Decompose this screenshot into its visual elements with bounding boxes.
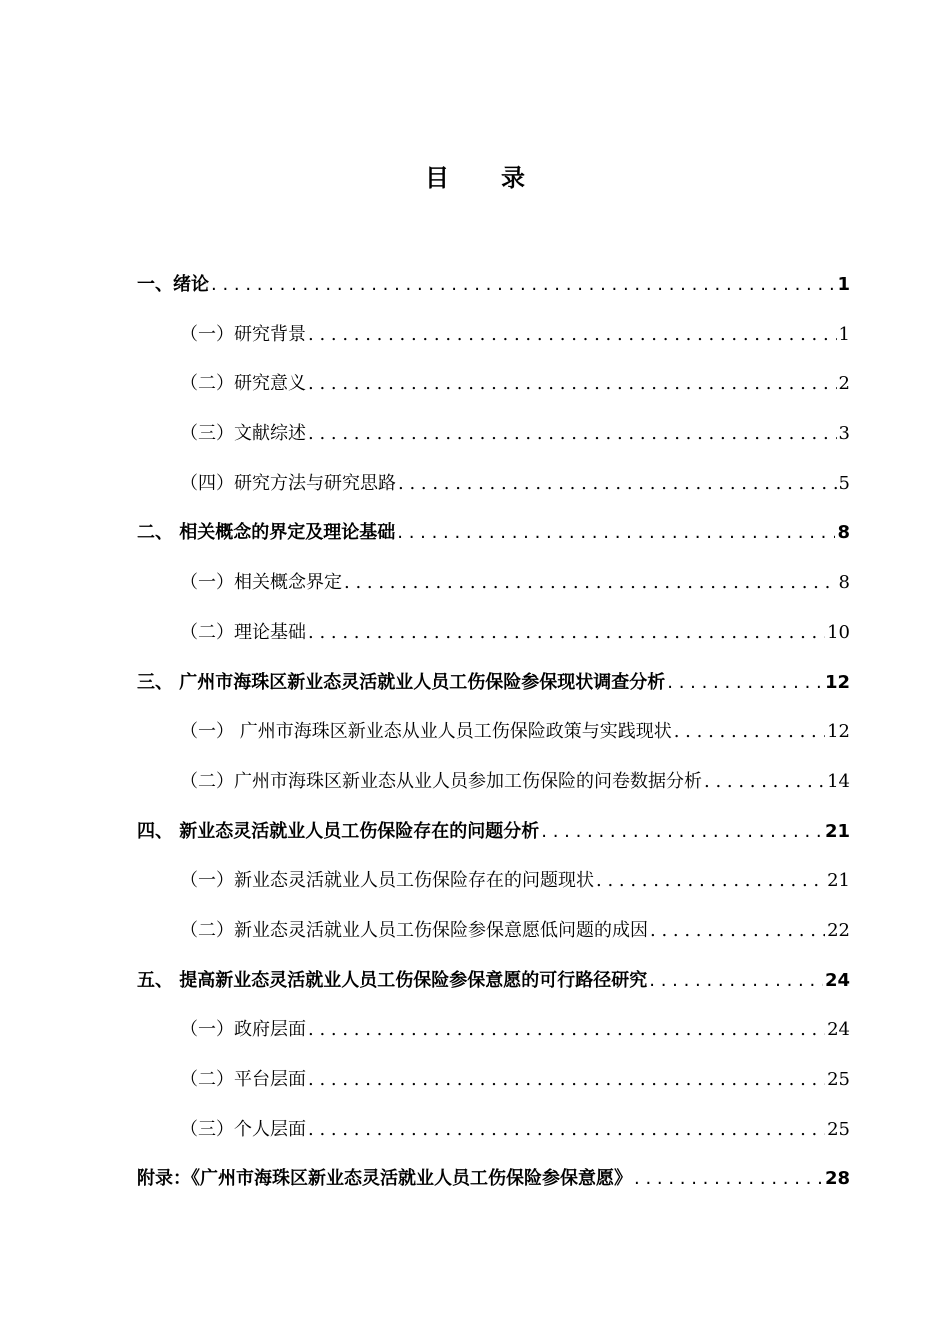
toc-entry-label: 五、 提高新业态灵活就业人员工伤保险参保意愿的可行路径研究 xyxy=(137,969,648,991)
toc-page-number: 8 xyxy=(837,522,850,544)
table-of-contents xyxy=(137,270,850,1214)
dot-leader xyxy=(674,717,825,747)
toc-section-entry[interactable] xyxy=(137,568,850,618)
toc-chapter-entry[interactable] xyxy=(137,270,850,320)
toc-section-entry[interactable] xyxy=(137,320,850,370)
toc-page-number: 22 xyxy=(827,919,850,941)
dot-leader xyxy=(344,568,837,598)
toc-page-number: 1 xyxy=(838,323,850,345)
toc-entry-label: （二）新业态灵活就业人员工伤保险参保意愿低问题的成因 xyxy=(180,919,648,941)
toc-page-number: 24 xyxy=(824,969,850,991)
toc-page-number: 8 xyxy=(838,572,850,594)
dot-leader xyxy=(308,618,825,648)
dot-leader xyxy=(211,270,835,300)
toc-entry-label: （二）理论基础 xyxy=(180,621,306,643)
dot-leader xyxy=(704,767,825,797)
dot-leader xyxy=(308,1015,825,1045)
toc-section-entry[interactable] xyxy=(137,469,850,519)
toc-entry-label: （一）相关概念界定 xyxy=(180,572,342,594)
toc-entry-label: 三、 广州市海珠区新业态灵活就业人员工伤保险参保现状调查分析 xyxy=(137,671,666,693)
toc-page-number: 28 xyxy=(824,1168,850,1190)
toc-chapter-entry[interactable] xyxy=(137,1164,850,1214)
toc-page-number: 25 xyxy=(827,1118,850,1140)
dot-leader xyxy=(308,320,837,350)
dot-leader xyxy=(308,1065,825,1095)
toc-chapter-entry[interactable] xyxy=(137,966,850,1016)
toc-section-entry[interactable] xyxy=(137,717,850,767)
dot-leader xyxy=(308,419,837,449)
toc-section-entry[interactable] xyxy=(137,618,850,668)
toc-page-number: 21 xyxy=(824,820,850,842)
toc-entry-label: （三）个人层面 xyxy=(180,1118,306,1140)
dot-leader xyxy=(634,1164,823,1194)
toc-title xyxy=(0,158,950,193)
toc-page-number: 12 xyxy=(827,721,850,743)
toc-page-number: 2 xyxy=(838,373,850,395)
dot-leader xyxy=(308,369,837,399)
toc-section-entry[interactable] xyxy=(137,767,850,817)
toc-section-entry[interactable] xyxy=(137,866,850,916)
toc-page-number: 14 xyxy=(827,770,850,792)
dot-leader xyxy=(397,518,835,548)
toc-entry-label: （一）新业态灵活就业人员工伤保险存在的问题现状 xyxy=(180,870,594,892)
toc-chapter-entry[interactable] xyxy=(137,668,850,718)
toc-page-number: 10 xyxy=(827,621,850,643)
toc-entry-label: （二）平台层面 xyxy=(180,1069,306,1090)
dot-leader xyxy=(398,469,837,499)
toc-entry-label: （四）研究方法与研究思路 xyxy=(180,472,396,494)
toc-section-entry[interactable] xyxy=(137,1015,850,1065)
toc-title-char: 录 xyxy=(501,164,577,192)
toc-chapter-entry[interactable] xyxy=(137,518,850,568)
toc-entry-label: （二）广州市海珠区新业态从业人员参加工伤保险的问卷数据分析 xyxy=(180,770,702,792)
toc-page-number: 12 xyxy=(824,671,850,693)
toc-page-number: 3 xyxy=(838,423,850,445)
toc-entry-label: 四、 新业态灵活就业人员工伤保险存在的问题分析 xyxy=(137,820,540,842)
toc-entry-label: （二）研究意义 xyxy=(180,373,306,395)
toc-entry-label: 附录：《广州市海珠区新业态灵活就业人员工伤保险参保意愿》 xyxy=(137,1168,632,1190)
toc-page-number: 1 xyxy=(837,274,850,295)
toc-entry-label: 一、绪论 xyxy=(137,274,209,295)
toc-entry-label: （一）政府层面 xyxy=(180,1019,306,1041)
toc-entry-label: （一）研究背景 xyxy=(180,323,306,345)
toc-page-number: 5 xyxy=(838,472,850,494)
toc-page-number: 24 xyxy=(827,1019,850,1041)
dot-leader xyxy=(649,966,823,996)
toc-section-entry[interactable] xyxy=(137,419,850,469)
toc-title-char: 目 xyxy=(425,164,501,192)
toc-entry-label: 二、 相关概念的界定及理论基础 xyxy=(137,522,396,544)
toc-page-number: 25 xyxy=(827,1069,850,1090)
toc-section-entry[interactable] xyxy=(137,1115,850,1165)
dot-leader xyxy=(596,866,825,896)
toc-entry-label: （三）文献综述 xyxy=(180,423,306,445)
toc-section-entry[interactable] xyxy=(137,916,850,966)
toc-entry-label: （一） 广州市海珠区新业态从业人员工伤保险政策与实践现状 xyxy=(180,721,672,743)
toc-section-entry[interactable] xyxy=(137,369,850,419)
dot-leader xyxy=(308,1115,825,1145)
dot-leader xyxy=(650,916,825,946)
dot-leader xyxy=(667,668,823,698)
toc-chapter-entry[interactable] xyxy=(137,817,850,867)
dot-leader xyxy=(541,817,823,847)
toc-page-number: 21 xyxy=(827,870,850,892)
toc-section-entry[interactable] xyxy=(137,1065,850,1115)
